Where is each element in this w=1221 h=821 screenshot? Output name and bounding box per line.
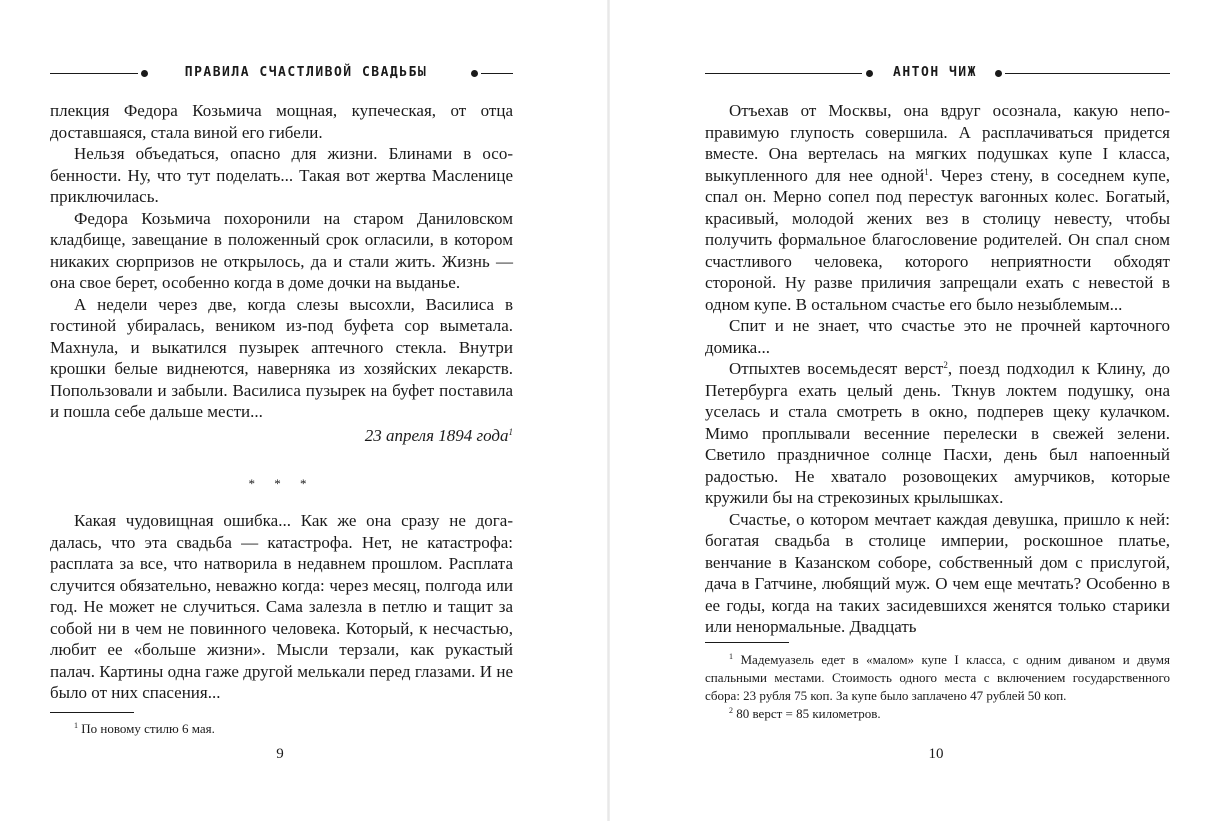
date-text: 23 апреля 1894 года bbox=[364, 425, 509, 445]
footnotes-left bbox=[50, 720, 513, 738]
footnote-mark: 1 bbox=[74, 721, 78, 730]
paragraph: Какая чудовищная ошибка... Как же она сразу не догадалась, что эта свадьба — катастрофа. Нет, не катастрофа: расплата за все, что натворила в недавнем прошлом. Расплата случится обязательно, неважно когда: через месяц, полгода или год. Не может не случиться. Сама залезла в петлю и тащит за собой ни в чем не повинного человека. Который, к несчастью, любит ее «больше жизни». Мысли терзали, как рукастый палач. Картины одна гаже другой мелькали перед глазами. И не было от них спасения... bbox=[50, 511, 513, 702]
left-page-body bbox=[50, 100, 513, 704]
paragraph: Нельзя объедаться, опасно для жизни. Блинами в особенности. Ну, что тут поделать... Такая вот жертва Масленице приключилась. bbox=[50, 144, 513, 206]
header-rule bbox=[1005, 73, 1170, 74]
page-number: 10 bbox=[928, 746, 944, 762]
paragraph: Счастье, о котором мечтает каждая девушка, пришло к ней: богатая свадьба в столице империи, роскошное платье, венчание в Казанском соборе, собственный дом с прислугой, дача в Гатчине, любящий муж. О чем еще мечтать? Особенно в ее годы, когда на таких засидевшихся женятся только старики или ненормальные. Двадцать bbox=[705, 509, 1170, 636]
footnote-text: 80 верст = 85 километров. bbox=[736, 706, 881, 721]
header-rule bbox=[481, 73, 513, 74]
footnote-mark[interactable]: 1 bbox=[508, 426, 513, 437]
paragraph-text: . Через стену, в соседнем купе, спал он. Мерно сопел под перестук вагонных колес. Богатый, красивый, молодой жених вез в столицу невесту, чтобы получить формальное благословение родителей. Он спал сном счастливого человека, которого неприятности обходят стороной. Ну разве приличия запрещали ехать с невестой в одном купе. В остальном счастье его было незыблемым... bbox=[705, 165, 1170, 314]
section-separator: * * * bbox=[248, 476, 315, 491]
footnote-mark: 2 bbox=[729, 706, 733, 715]
footnote-text: По новому стилю 6 мая. bbox=[81, 721, 215, 736]
running-head-left bbox=[50, 62, 513, 86]
header-rule bbox=[50, 73, 138, 74]
paragraph: плекция Федора Козьмича мощная, купеческая, от отца доставшаяся, стала виной его гибели. bbox=[50, 101, 513, 142]
footnote-rule bbox=[705, 642, 789, 643]
page-number: 9 bbox=[276, 746, 284, 762]
header-bullet-icon bbox=[141, 70, 148, 77]
footnote-mark[interactable]: 1 bbox=[924, 166, 929, 177]
footnote bbox=[705, 705, 1170, 723]
footnote-rule bbox=[50, 712, 134, 713]
footnotes-right bbox=[705, 651, 1170, 723]
paragraph: Спит и не знает, что счастье это не прочней карточного домика... bbox=[705, 316, 1170, 357]
left-page bbox=[0, 0, 608, 821]
date-line bbox=[50, 423, 513, 447]
footnote bbox=[705, 651, 1170, 705]
paragraph: Федора Козьмича похоронили на старом Даниловском кладбище, завещание в положенный срок огласили, в котором никаких сюрпризов не открылось, да и стали жить. Жизнь — она свое берет, особенно когда в доме дочки на выданье. bbox=[50, 208, 513, 292]
running-head-right bbox=[705, 62, 1170, 86]
paragraph-text: Отпыхтев восемьдесят верст bbox=[729, 359, 944, 378]
header-bullet-icon bbox=[471, 70, 478, 77]
header-bullet-icon bbox=[866, 70, 873, 77]
paragraph bbox=[705, 358, 1170, 509]
right-page bbox=[610, 0, 1221, 821]
running-head-title: АНТОН ЧИЖ bbox=[893, 65, 977, 80]
paragraph-text: , поезд подходил к Клину, до Петербурга ехать целый день. Ткнув локтем подушку, она уселась и стала смотреть в окно, подперев щеку кулачком. Мимо проплывали весенние перелески в свежей зелени. Светило праздничное солнце Пасхи, день был напоенный радостью. Не хватало розовощеких амурчиков, которые кружили бы на стрекозиных крылышках. bbox=[705, 359, 1170, 507]
footnote-text: Мадемуазель едет в «малом» купе I класса, с одним диваном и двумя спальными местами. Стоимость одного места с включением государственного сбора: 23 рубля 75 коп. За купе было заплачено 47 рублей 50 коп. bbox=[705, 652, 1171, 703]
paragraph: А недели через две, когда слезы высохли, Василиса в гостиной убиралась, веником из-под буфета сор выметала. Махнула, и выкатился пузырек аптечного стекла. Внутри крошки белые виднеются, наверняка из хозяйских лекарств. Попользовали и забыли. Василиса пузырек на буфет поставила и пошла себе дальше мести... bbox=[50, 294, 513, 421]
running-head-title: ПРАВИЛА СЧАСТЛИВОЙ СВАДЬБЫ bbox=[184, 65, 428, 80]
header-bullet-icon bbox=[995, 70, 1002, 77]
footnote-mark[interactable]: 2 bbox=[943, 360, 948, 370]
header-rule bbox=[705, 73, 862, 74]
paragraph-text: Отъехав от Москвы, она вдруг осознала, какую непоправимую глупость совершила. А расплачиваться придется вместе. Она вертелась на мягких подушках купе I класса, выкупленного для нее одной bbox=[705, 101, 1170, 185]
right-page-body bbox=[705, 100, 1170, 638]
paragraph bbox=[705, 100, 1170, 315]
footnote bbox=[50, 720, 513, 738]
footnote-mark: 1 bbox=[729, 652, 733, 661]
